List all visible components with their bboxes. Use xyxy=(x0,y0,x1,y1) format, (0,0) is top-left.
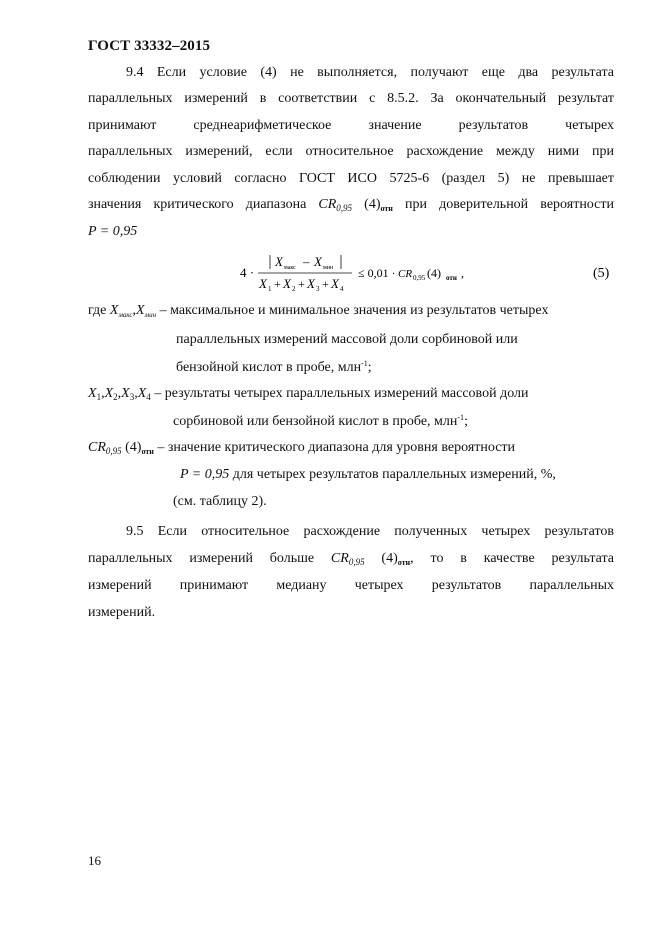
legend-cr xyxy=(88,440,515,456)
legend-xmin: X xyxy=(136,303,145,318)
den-x2: X xyxy=(283,276,291,291)
legend-xmaxmin-line-3-text: бензойной кислот в пробе, млн xyxy=(176,360,362,375)
paragraph-9-5-line-1: 9.5 Если относительное расхождение полученных четырех результатов xyxy=(126,524,614,539)
p95-cr-arg: (4) xyxy=(364,551,398,566)
rhs-cr-sub: 0,95 xyxy=(413,274,426,282)
legend-x2-sub: 2 xyxy=(113,392,118,402)
legend-xi-line-2-text: сорбиновой или бензойной кислот в пробе, млн xyxy=(173,414,458,429)
cr-symbol: CR xyxy=(318,197,337,212)
legend-x1: X xyxy=(88,386,97,401)
legend-xmaxmin-desc: – максимальное и минимальное значения из результатов четырех xyxy=(159,303,549,318)
where-label: где xyxy=(88,303,107,318)
paragraph-9-5-line-4: измерений. xyxy=(88,605,156,620)
legend-x3-sub: 3 xyxy=(129,392,135,402)
num-sub-max: макс xyxy=(284,265,296,271)
line-6-prefix: значения критического диапазона xyxy=(88,197,319,212)
legend-cr-otn: отн xyxy=(141,447,154,456)
paragraph-9-4-line-3: принимают среднеарифметическое значение результатов четырех xyxy=(88,118,614,133)
formula-comma: , xyxy=(461,266,464,280)
den-sub2: 2 xyxy=(292,285,296,293)
legend-xmaxmin-line-3-end: ; xyxy=(367,360,372,375)
paragraph-9-4-line-6 xyxy=(88,192,614,222)
legend-x4-sub: 4 xyxy=(146,392,151,402)
p95-line-2-suffix: , то в качестве результата xyxy=(410,551,614,566)
den-plus-3: + xyxy=(322,277,329,291)
legend-cr-line-3: (см. таблицу 2). xyxy=(173,494,267,509)
legend-xi-desc: – результаты четырех параллельных измерений массовой доли xyxy=(154,386,529,401)
den-x3: X xyxy=(307,276,315,291)
den-sub1: 1 xyxy=(268,285,272,293)
rhs-sub-otn: отн xyxy=(446,274,457,282)
paragraph-9-4-line-4: параллельных измерений, если относительное расхождение между ними при xyxy=(88,144,614,159)
num-sub-min: мин xyxy=(323,265,334,271)
cr-subscript: 0,95 xyxy=(336,203,353,213)
paragraph-9-5-line-2 xyxy=(88,546,614,576)
page-number: 16 xyxy=(88,853,101,868)
formula-number: (5) xyxy=(593,266,610,281)
den-x4: X xyxy=(331,276,339,291)
formula-svg xyxy=(240,248,620,296)
legend-x1-sub: 1 xyxy=(96,392,102,402)
document-header: ГОСТ 33332–2015 xyxy=(88,38,211,54)
legend-xi-unit-sup: -1 xyxy=(457,413,465,422)
formula-multiplier: 4 · xyxy=(240,265,255,280)
p95-cr-otn: отн xyxy=(397,558,411,567)
legend-cr-symbol: CR xyxy=(88,440,106,455)
legend-xmaxmin-unit-sup: -1 xyxy=(361,359,368,368)
p95-cr-symbol: CR xyxy=(330,551,349,566)
legend-xmax: X xyxy=(109,303,119,318)
p95-cr-sub: 0,95 xyxy=(348,557,365,567)
legend-xmax-xmin: где $X_{макс},X_{мин}$ – максимальное и минимальное значения из результатов четырех xyxy=(88,303,549,319)
cr-subscript-otn: отн xyxy=(380,204,393,213)
legend-x2: X xyxy=(104,386,114,401)
line-6-suffix: при доверительной вероятности xyxy=(392,197,614,212)
legend-cr-sub: 0,95 xyxy=(105,446,122,456)
rhs-arg: (4) xyxy=(427,266,441,280)
legend-cr-line-2-text: для четырех результатов параллельных измерений, %, xyxy=(229,467,556,482)
den-plus-1: + xyxy=(274,277,281,291)
rhs-le: ≤ 0,01 · xyxy=(358,266,396,280)
legend-xi-line-2-end: ; xyxy=(464,414,468,429)
legend-x4: X xyxy=(137,386,147,401)
paragraph-9-4-line-5: соблюдении условий согласно ГОСТ ИСО 5725-6 (раздел 5) не превышает xyxy=(88,171,614,186)
legend-cr-probability: P = 0,95 xyxy=(180,467,230,482)
legend-cr-desc: – значение критического диапазона для уровня вероятности xyxy=(157,440,516,455)
den-plus-2: + xyxy=(298,277,305,291)
paragraph-9-4-line-2: параллельных измерений в соответствии с 8.5.2. За окончательный результат xyxy=(88,91,614,106)
num-minus: – xyxy=(303,254,310,269)
rhs-cr: CR xyxy=(398,268,413,280)
legend-xmin-sub: мин xyxy=(144,311,157,319)
num-x-max: X xyxy=(275,254,283,269)
den-sub4: 4 xyxy=(340,285,344,293)
den-sub3: 3 xyxy=(316,285,320,293)
legend-xi: $X_1,X_2,X_3,X_4$ – результаты четырех параллельных измерений массовой доли xyxy=(88,386,529,402)
legend-x3: X xyxy=(121,386,130,401)
legend-xmaxmin-line-2: параллельных измерений массовой доли сорбиновой или xyxy=(176,332,518,347)
legend-xmax-sub: макс xyxy=(118,311,133,319)
cr-argument: (4) xyxy=(352,197,381,212)
formula-5 xyxy=(240,248,620,296)
p95-line-2-prefix: параллельных измерений больше xyxy=(88,551,331,566)
legend-xi-line-2 xyxy=(173,413,468,430)
den-x1: X xyxy=(259,276,267,291)
legend-cr-line-2 xyxy=(180,467,556,483)
legend-cr-arg: (4) xyxy=(121,440,142,455)
probability-value: P = 0,95 xyxy=(88,224,138,239)
paragraph-9-4-line-1: 9.4 Если условие (4) не выполняется, получают еще два результата xyxy=(126,65,614,80)
legend-xmaxmin-line-3 xyxy=(176,359,372,376)
paragraph-9-5-line-3: измерений принимают медиану четырех результатов параллельных xyxy=(88,578,614,593)
num-x-min: X xyxy=(314,254,322,269)
